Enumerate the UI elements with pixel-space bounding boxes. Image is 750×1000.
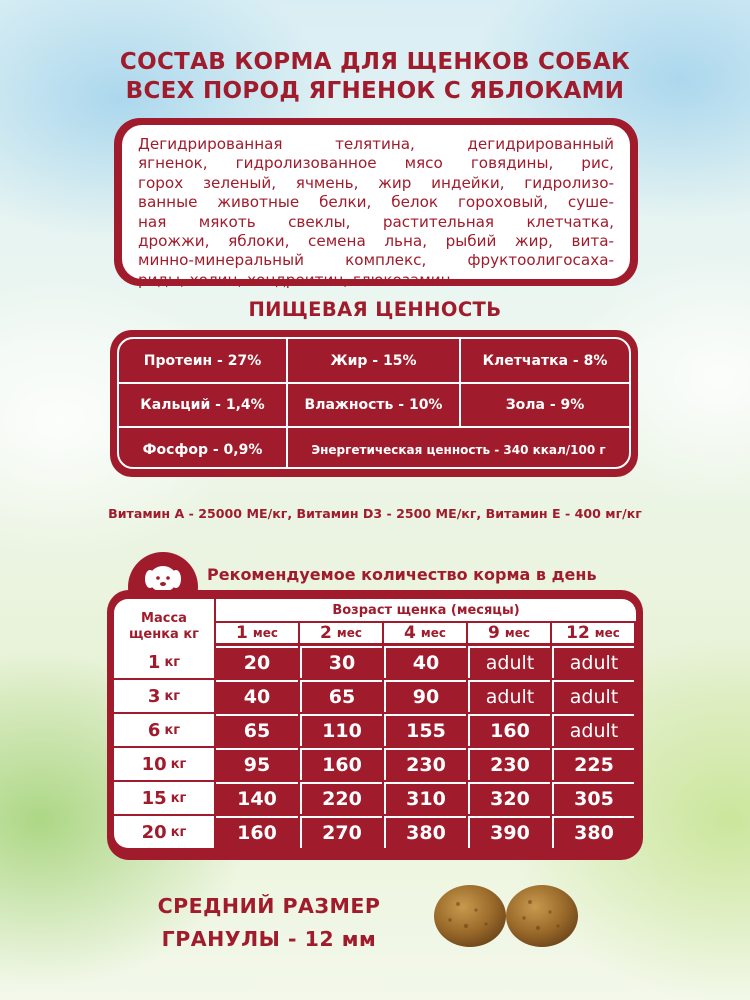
feeding-value-cell: 65 [300, 680, 382, 712]
mass-row-label [114, 816, 214, 848]
mass-header-line2: щенка кг [129, 627, 199, 642]
feeding-value-cell: 95 [216, 748, 298, 780]
composition-line: ная мякоть свеклы, растительная клетчатка, [138, 212, 614, 231]
mass-number: 6 [147, 719, 161, 741]
mass-row-label [114, 714, 214, 746]
age-unit: мес [420, 626, 446, 640]
nutrition-energy: Энергетическая ценность - 340 ккал/100 г [311, 443, 606, 457]
feeding-value-cell: 230 [384, 748, 466, 780]
mass-unit: кг [164, 688, 181, 704]
mass-unit: кг [164, 654, 181, 670]
feeding-value-cell: adult [552, 714, 634, 746]
composition-box [114, 118, 638, 289]
feeding-value-cell: 220 [300, 782, 382, 814]
nutrition-calcium: Кальций - 1,4% [140, 397, 265, 413]
feeding-value-cell: 160 [468, 714, 550, 746]
feeding-table [107, 590, 643, 860]
feeding-value-cell: 380 [384, 816, 466, 848]
nutrition-grid [117, 337, 631, 469]
age-number: 9 [488, 623, 500, 643]
feeding-value-cell: 40 [384, 646, 466, 678]
composition-line: дрожжи, яблоки, семена льна, рыбий жир, вита- [138, 232, 614, 251]
feeding-value-cell: 30 [300, 646, 382, 678]
age-column-header [300, 623, 382, 643]
mass-header-line1: Масса [141, 611, 187, 626]
feeding-value-cell: 65 [216, 714, 298, 746]
nutrition-protein: Протеин - 27% [143, 352, 262, 369]
feeding-value-cell: 155 [384, 714, 466, 746]
composition-line: риды, холин, хондроитин, глюкозамин. [138, 270, 456, 289]
granule-size [154, 890, 384, 956]
granule-line2: ГРАНУЛЫ - 12 мм [161, 927, 377, 951]
composition-line: Дегидрированная телятина, дегидрированный [138, 135, 614, 153]
granule-line1: СРЕДНИЙ РАЗМЕР [157, 894, 381, 918]
feeding-value-cell: 270 [300, 816, 382, 848]
composition-line: ванные животные белки, белок гороховый, суше- [138, 193, 614, 212]
mass-row-label [114, 646, 214, 678]
nutrition-fat: Жир - 15% [330, 352, 417, 369]
nutrition-title: ПИЩЕВАЯ ЦЕННОСТЬ [248, 298, 502, 321]
feeding-value-cell: 90 [384, 680, 466, 712]
age-unit: мес [504, 626, 530, 640]
mass-row-label [114, 748, 214, 780]
feeding-value-cell: 310 [384, 782, 466, 814]
composition-line: минно-минеральный комплекс, фруктоолигосаха- [138, 251, 614, 270]
composition-line: ягненок, гидролизованное мясо говядины, рис, [138, 154, 614, 173]
kibble-icon [430, 880, 590, 950]
age-unit: мес [252, 626, 278, 640]
age-number: 2 [320, 623, 332, 643]
feeding-title: Рекомендуемое количество корма в день [207, 565, 597, 584]
feeding-value-cell: 110 [300, 714, 382, 746]
age-column-header [384, 623, 466, 643]
feeding-value-cell: 380 [552, 816, 634, 848]
age-unit: мес [336, 626, 362, 640]
feeding-value-cell: 230 [468, 748, 550, 780]
age-number: 12 [566, 623, 590, 643]
age-number: 1 [236, 623, 248, 643]
mass-number: 1 [147, 651, 161, 673]
feeding-value-cell: 40 [216, 680, 298, 712]
mass-number: 10 [141, 753, 167, 775]
mass-row-label [114, 782, 214, 814]
feeding-value-cell: 160 [300, 748, 382, 780]
feeding-value-cell: 320 [468, 782, 550, 814]
age-unit: мес [594, 626, 620, 640]
age-column-header [216, 623, 298, 643]
age-column-header [468, 623, 550, 643]
age-column-header [552, 623, 634, 643]
page-title-line2: ВСЕХ ПОРОД ЯГНЕНОК С ЯБЛОКАМИ [125, 78, 625, 104]
mass-unit: кг [164, 722, 181, 738]
mass-number: 3 [147, 685, 161, 707]
feeding-value-cell: 390 [468, 816, 550, 848]
age-number: 4 [404, 623, 416, 643]
mass-unit: кг [170, 790, 187, 806]
nutrition-moisture: Влажность - 10% [304, 397, 443, 413]
mass-unit: кг [170, 824, 187, 840]
feeding-value-cell: 160 [216, 816, 298, 848]
composition-line: горох зеленый, ячмень, жир индейки, гидролизо- [138, 173, 614, 192]
nutrition-fiber: Клетчатка - 8% [482, 352, 608, 369]
age-header: Возраст щенка (месяцы) [216, 599, 636, 621]
mass-row-label [114, 680, 214, 712]
page-title-line1: СОСТАВ КОРМА ДЛЯ ЩЕНКОВ СОБАК [119, 49, 631, 75]
nutrition-box [110, 330, 638, 477]
feeding-value-cell: 140 [216, 782, 298, 814]
feeding-value-cell: adult [552, 680, 634, 712]
mass-unit: кг [170, 756, 187, 772]
page-title [0, 48, 750, 106]
mass-number: 20 [141, 821, 167, 843]
composition-text [122, 125, 630, 289]
feeding-value-cell: 225 [552, 748, 634, 780]
vitamins-text: Витамин А - 25000 МЕ/кг, Витамин D3 - 2500 МЕ/кг, Витамин Е - 400 мг/кг [108, 506, 642, 521]
feeding-value-cell: 20 [216, 646, 298, 678]
nutrition-phosphorus: Фосфор - 0,9% [142, 442, 263, 458]
nutrition-ash: Зола - 9% [505, 397, 585, 413]
feeding-value-cell: adult [468, 680, 550, 712]
mass-number: 15 [141, 787, 167, 809]
feeding-value-cell: 305 [552, 782, 634, 814]
feeding-value-cell: adult [468, 646, 550, 678]
feeding-value-cell: adult [552, 646, 634, 678]
